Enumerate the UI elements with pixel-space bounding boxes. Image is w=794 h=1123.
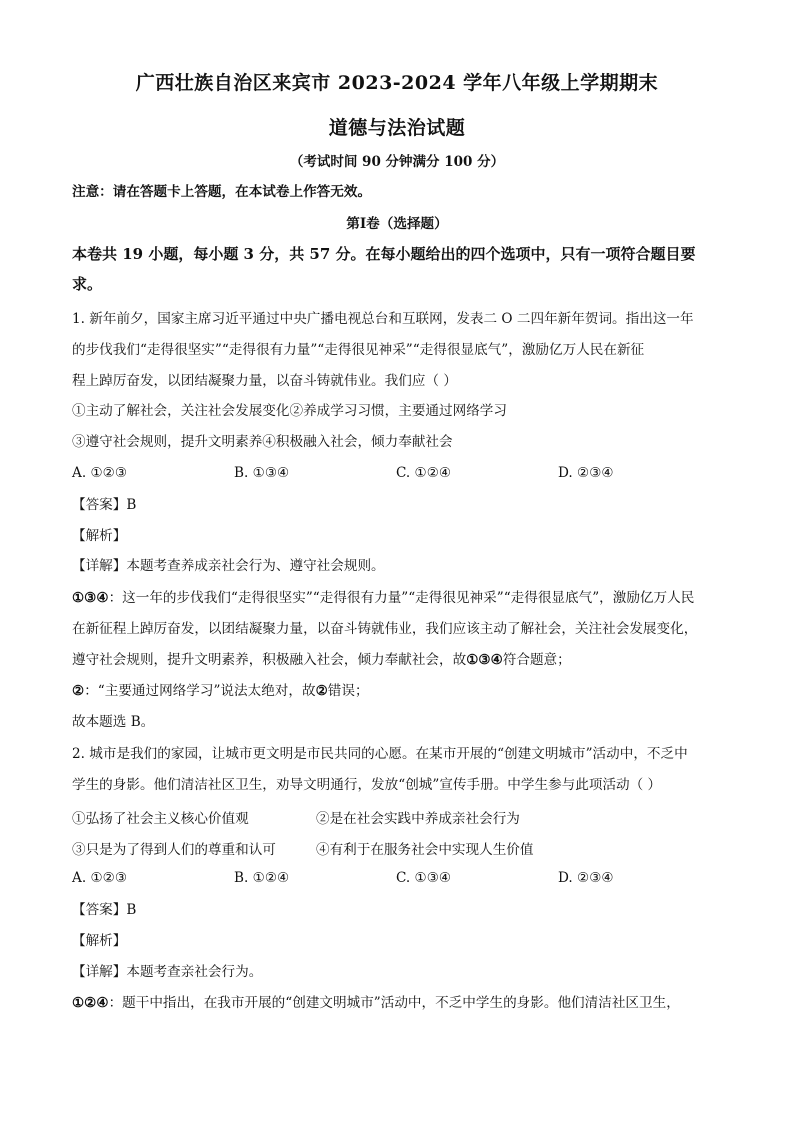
q2-answer: 【答案】B	[72, 902, 137, 918]
notice: 注意：请在答题卡上答题，在本试卷上作答无效。	[72, 184, 372, 200]
q1-stem-line2: 的步伐我们“走得很坚实”“走得很有力量”“走得很见神采”“走得很显底气”，激励亿万人民在新征	[72, 342, 645, 358]
q1-exp4-label2: ②	[315, 683, 328, 699]
q2-stem-line1: 2. 城市是我们的家园，让城市更文明是市民共同的心愿。在某市开展的“创建文明城市”活动中，不乏中	[72, 746, 688, 762]
q1-stem-line1: 1. 新年前夕，国家主席习近平通过中央广播电视总台和互联网，发表二 O 二四年新年贺词。指出这一年	[72, 311, 694, 327]
q1-option-c: C. ①②④	[396, 465, 452, 481]
exam-info: （考试时间 90 分钟满分 100 分）	[289, 154, 505, 170]
section-instruction-line2: 求。	[72, 275, 103, 293]
exam-title-line2: 道德与法治试题	[328, 117, 466, 139]
q1-exp3-end: 符合题意；	[502, 652, 571, 668]
q2-option-c: C. ①③④	[396, 870, 452, 886]
q1-exp3-text: 遵守社会规则，提升文明素养，积极融入社会，倾力奉献社会，故	[72, 652, 467, 668]
q2-statement-2: ②是在社会实践中养成亲社会行为	[316, 811, 520, 827]
section-instruction-line1: 本卷共 19 小题，每小题 3 分，共 57 分。在每小题给出的四个选项中，只有一项符合题目要	[72, 245, 696, 263]
q1-analysis-label: 【解析】	[72, 528, 127, 544]
q2-exp-label: ①②④	[72, 995, 109, 1011]
q2-detail: 【详解】本题考查亲社会行为。	[72, 964, 263, 980]
q1-detail: 【详解】本题考查养成亲社会行为、遵守社会规则。	[72, 558, 385, 574]
q2-statement-3: ③只是为了得到人们的尊重和认可	[72, 842, 276, 858]
q1-exp4-text: ：“主要通过网络学习”说法太绝对，故	[84, 683, 316, 699]
q2-stem-line2: 学生的身影。他们清洁社区卫生，劝导文明通行，发放“创城”宣传手册。中学生参与此项活动（ ）	[72, 777, 662, 793]
q2-exp-text: ：题干中指出，在我市开展的“创建文明城市”活动中，不乏中学生的身影。他们清洁社区卫生，	[108, 995, 680, 1011]
q2-option-d: D. ②③④	[558, 870, 614, 886]
q1-option-a: A. ①②③	[72, 465, 128, 481]
q2-analysis-label: 【解析】	[72, 933, 127, 949]
q2-explanation-line1	[72, 994, 732, 1012]
q1-explanation-line4	[72, 682, 732, 700]
q2-option-b: B. ①②④	[234, 870, 290, 886]
q2-statement-4: ④有利于在服务社会中实现人生价值	[316, 842, 534, 858]
q1-stem-line3: 程上踔厉奋发，以团结凝聚力量，以奋斗铸就伟业。我们应（ ）	[72, 373, 457, 389]
q1-conclusion: 故本题选 B。	[72, 714, 155, 730]
q1-exp4-end: 错误；	[327, 683, 369, 699]
q1-option-b: B. ①③④	[234, 465, 290, 481]
q1-exp4-label: ②	[72, 683, 85, 699]
q1-answer: 【答案】B	[72, 497, 137, 513]
q2-statement-1: ①弘扬了社会主义核心价值观	[72, 811, 249, 827]
q2-option-a: A. ①②③	[72, 870, 128, 886]
q1-exp-label: ①③④	[72, 590, 109, 606]
q1-exp3-label: ①③④	[466, 652, 503, 668]
section-heading: 第Ⅰ卷（选择题）	[346, 216, 448, 232]
q1-statements-line2: ③遵守社会规则，提升文明素养④积极融入社会，倾力奉献社会	[72, 434, 453, 450]
q1-option-d: D. ②③④	[558, 465, 614, 481]
q1-explanation-line2: 在新征程上踔厉奋发，以团结凝聚力量，以奋斗铸就伟业，我们应该主动了解社会，关注社会发展变化，	[72, 621, 698, 637]
q1-explanation-line3	[72, 651, 732, 669]
q1-exp-text: ：这一年的步伐我们“走得很坚实”“走得很有力量”“走得很见神采”“走得很显底气”，激励亿万人民	[108, 590, 695, 606]
exam-title-line1: 广西壮族自治区来宾市 2023-2024 学年八年级上学期期末	[135, 72, 659, 94]
q1-statements-line1: ①主动了解社会，关注社会发展变化②养成学习习惯，主要通过网络学习	[72, 403, 507, 419]
q1-explanation-line1	[72, 589, 732, 607]
